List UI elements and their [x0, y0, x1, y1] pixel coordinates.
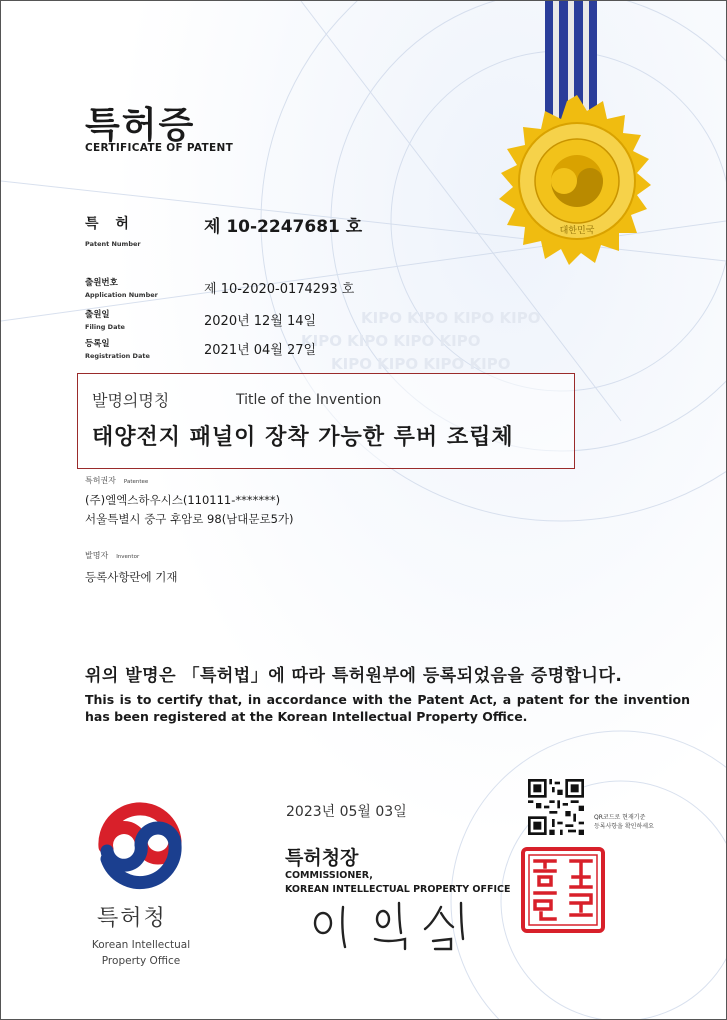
registration-date-label: 등록일 — [85, 339, 110, 349]
patentee-name: (주)엘엑스하우시스(110111-*******) — [85, 493, 281, 507]
inventor-label-en: Inventor — [116, 554, 140, 560]
gold-medal-seal — [489, 93, 665, 269]
patent-number-label-en: Patent Number — [85, 240, 141, 248]
issue-date: 2023년 05월 03일 — [286, 804, 407, 820]
inventor-label-kr: 발명자 — [85, 551, 109, 560]
commissioner-title: 특허청장 — [285, 847, 359, 869]
watermark-line-2: KIPO KIPO KIPO KIPO — [301, 332, 481, 350]
medal-text: 대한민국 — [559, 226, 595, 236]
certificate-title: 특허증 — [85, 105, 196, 146]
invention-title: 태양전지 패널이 장착 가능한 루버 조립체 — [92, 425, 514, 450]
invention-title-label: 발명의명칭 — [92, 391, 170, 410]
qr-note-line-2: 등록사항을 확인하세요 — [594, 823, 654, 830]
commissioner-title-en — [285, 869, 510, 897]
qr-note — [594, 813, 654, 831]
registration-date-label-en: Registration Date — [85, 352, 150, 360]
application-number-label-en: Application Number — [85, 291, 158, 299]
patentee-label — [85, 475, 148, 486]
kipo-name-kr: 특허청 — [97, 906, 167, 931]
patent-number-value: 제 10-2247681 호 — [204, 217, 363, 237]
invention-title-box — [77, 373, 575, 469]
commissioner-signature — [301, 899, 491, 953]
certification-statement-en: This is to certify that, in accordance with the Patent Act, a patent for the invention has been registered at the Korean Intellectual Property Office. — [85, 692, 690, 724]
commissioner-title-en-line-2: KOREAN INTELLECTUAL PROPERTY OFFICE — [285, 884, 511, 895]
kipo-taegeuk-logo — [97, 801, 183, 891]
filing-date-label-en: Filing Date — [85, 323, 125, 331]
filing-date-label: 출원일 — [85, 310, 110, 320]
application-number-label: 출원번호 — [85, 278, 118, 288]
qr-code — [528, 779, 584, 835]
patent-number-label: 특 허 — [85, 216, 135, 232]
kipo-name-en-line-1: Korean Intellectual — [91, 939, 191, 951]
patentee-label-en: Patentee — [123, 479, 149, 485]
commissioner-title-en-line-1: COMMISSIONER, — [285, 870, 373, 881]
certification-statement-kr: 위의 발명은 「특허법」에 따라 특허원부에 등록되었음을 증명합니다. — [85, 666, 623, 686]
official-red-seal — [521, 847, 605, 933]
application-number-value: 제 10-2020-0174293 호 — [204, 282, 355, 297]
kipo-name-en-line-2: Property Office — [101, 955, 181, 967]
inventor-label — [85, 550, 139, 561]
watermark-line-3: KIPO KIPO KIPO KIPO — [331, 355, 511, 373]
registration-date-value: 2021년 04월 27일 — [204, 343, 317, 358]
patentee-label-kr: 특허권자 — [85, 476, 116, 485]
invention-title-label-en: Title of the Invention — [236, 392, 382, 408]
inventor-value: 등록사항란에 기재 — [85, 570, 178, 584]
patentee-address: 서울특별시 중구 후암로 98(남대문로5가) — [85, 512, 294, 526]
filing-date-value: 2020년 12월 14일 — [204, 314, 317, 329]
qr-note-line-1: QR코드로 현재기준 — [594, 814, 646, 821]
certificate-title-en: CERTIFICATE OF PATENT — [85, 142, 234, 154]
watermark-line-1: KIPO KIPO KIPO KIPO — [361, 309, 541, 327]
kipo-name-en — [71, 937, 211, 969]
